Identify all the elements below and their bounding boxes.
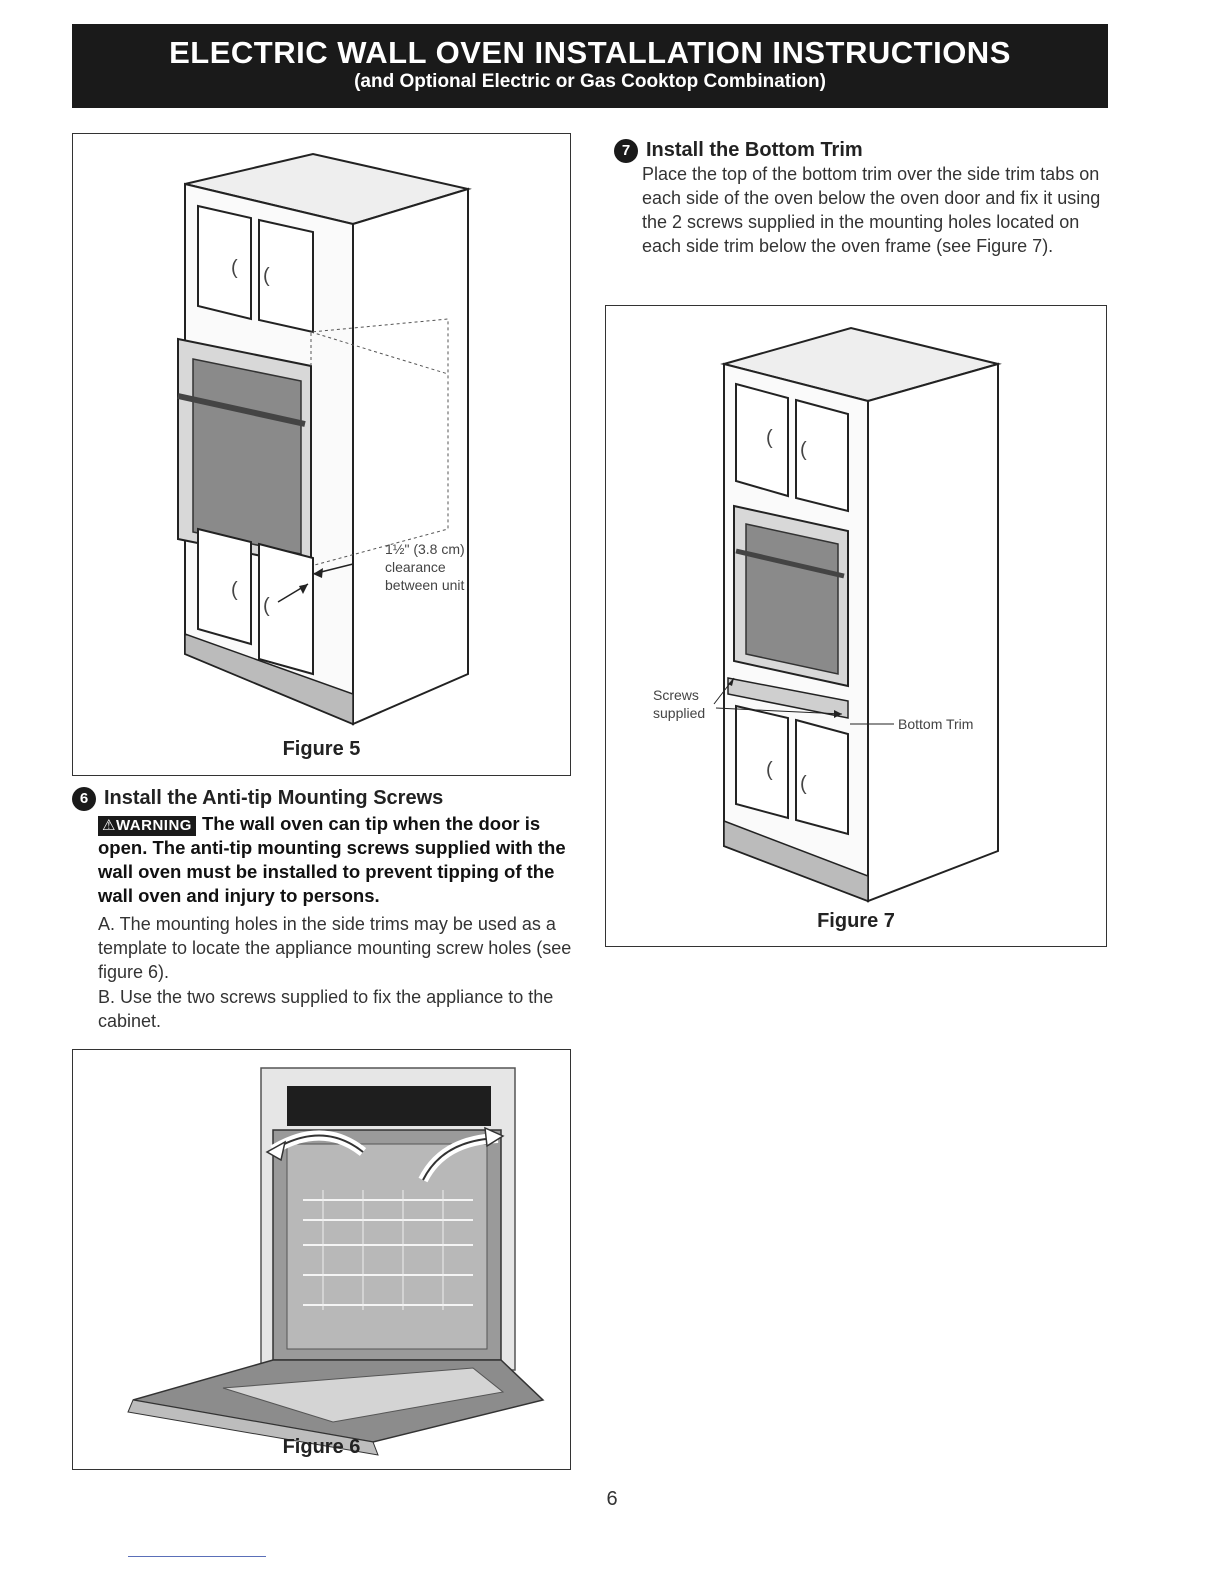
figure-7-caption: Figure 7 (817, 910, 895, 932)
step-6-para-b: B. Use the two screws supplied to fix the appliance to the cabinet. (98, 987, 554, 1031)
svg-text:(: ( (263, 595, 270, 617)
step-6-heading (72, 786, 572, 811)
svg-text:(: ( (766, 427, 773, 449)
figure-7 (605, 305, 1107, 947)
step-7-number: 7 (614, 139, 638, 163)
svg-text:(: ( (800, 773, 807, 795)
svg-text:(: ( (231, 579, 238, 601)
step-7-heading (614, 138, 1114, 163)
svg-text:(: ( (263, 265, 270, 287)
bottom-trim-label: Bottom Trim (898, 716, 974, 732)
page-header (72, 24, 1108, 108)
step-7-title: Install the Bottom Trim (646, 139, 863, 161)
page-number: 6 (606, 1488, 618, 1510)
step-6-para-a: A. The mounting holes in the side trims may be used as a template to locate the appliance mounting screw holes (see figure 6). (98, 914, 572, 982)
step-6-title: Install the Anti-tip Mounting Screws (104, 787, 444, 809)
figure-6-illustration (73, 1050, 569, 1468)
screws-label-1: Screws (653, 687, 699, 703)
figure-6-caption: Figure 6 (282, 1436, 361, 1458)
warning-text: The wall oven can tip when the door is open. The anti-tip mounting screws supplied with the wall oven must be installed to prevent tipping of the wall oven and injury to persons. (98, 813, 566, 906)
svg-text:(: ( (766, 759, 773, 781)
figure-5-illustration (73, 134, 569, 774)
figure-6 (72, 1049, 571, 1470)
clearance-label-3: between unit (385, 577, 465, 593)
page-title: ELECTRIC WALL OVEN INSTALLATION INSTRUCTIONS (169, 35, 1011, 70)
step-7-text: Place the top of the bottom trim over the side trim tabs on each side of the oven below the oven door and fix it using the 2 screws supplied in the mounting holes located on each side trim below the oven frame (see Figure 7). (642, 164, 1101, 256)
figure-7-illustration (606, 306, 1105, 945)
page-subtitle: (and Optional Electric or Gas Cooktop Combination) (354, 71, 826, 92)
figure-5 (72, 133, 571, 776)
step-6-warning (98, 812, 572, 908)
clearance-label-1: 1½" (3.8 cm) (385, 541, 465, 557)
figure-5-caption: Figure 5 (282, 738, 361, 760)
screws-label-2: supplied (653, 705, 706, 721)
svg-text:(: ( (231, 257, 238, 279)
step-6-number: 6 (72, 787, 96, 811)
svg-text:(: ( (800, 439, 807, 461)
clearance-label-2: clearance (385, 559, 446, 575)
footer-rule (128, 1556, 266, 1557)
warning-badge: ⚠WARNING (98, 816, 196, 836)
